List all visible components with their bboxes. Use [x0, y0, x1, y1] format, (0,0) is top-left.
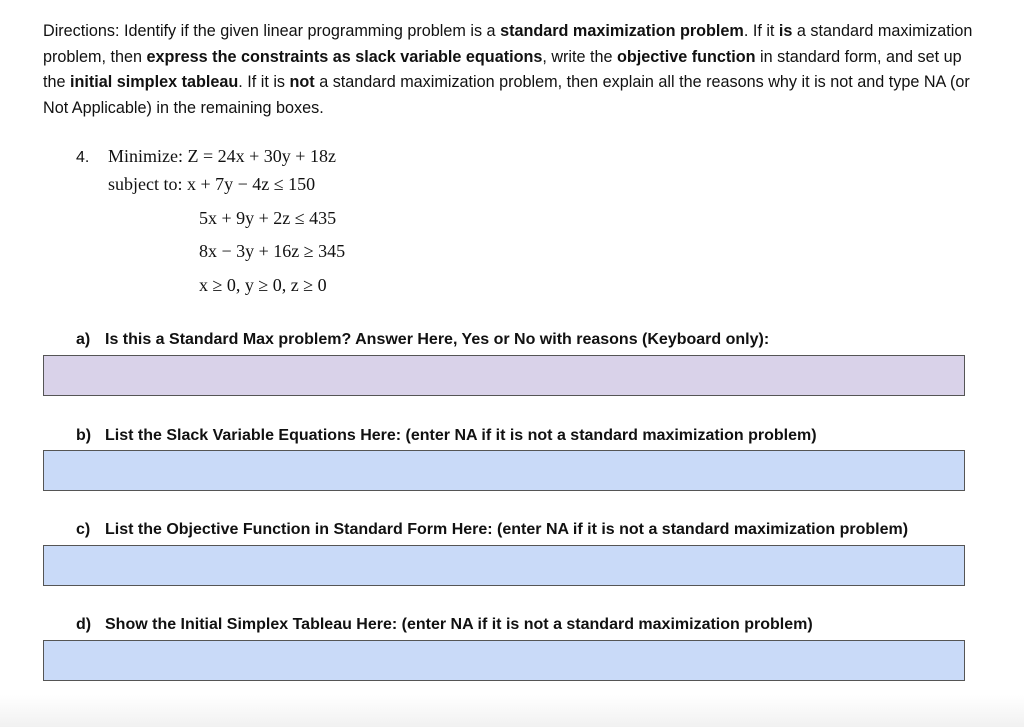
directions-paragraph	[43, 19, 983, 121]
question-text: Is this a Standard Max problem? Answer Here, Yes or No with reasons (Keyboard only):	[105, 331, 770, 348]
constraint-1: x + 7y − 4z ≤ 150	[187, 174, 316, 194]
directions-emphasis: initial simplex tableau	[70, 73, 239, 91]
directions-text: in standard form, and set up the	[43, 47, 962, 91]
problem-number: 4.	[76, 149, 90, 166]
question-c-label	[76, 521, 908, 539]
page-bottom-fade	[0, 695, 1024, 727]
directions-emphasis: objective function	[617, 47, 756, 66]
directions-text: . If it	[743, 22, 779, 40]
answer-text	[44, 356, 964, 376]
question-d-label	[76, 616, 813, 634]
directions-text: Directions: Identify if the given linear programming problem is a	[43, 22, 501, 40]
question-text: List the Slack Variable Equations Here: (enter NA if it is not a standard maximization problem)	[105, 427, 817, 444]
directions-text: . If it is	[238, 73, 290, 91]
question-letter: c)	[76, 521, 91, 538]
directions-emphasis: standard maximization problem	[500, 22, 744, 40]
answer-box-b[interactable]	[43, 450, 965, 491]
question-text: List the Objective Function in Standard Form Here: (enter NA if it is not a standard maximization problem)	[105, 521, 909, 538]
answer-text	[44, 546, 964, 566]
nonnegativity-constraint: x ≥ 0, y ≥ 0, z ≥ 0	[199, 275, 327, 295]
question-text: Show the Initial Simplex Tableau Here: (enter NA if it is not a standard maximization problem)	[105, 616, 813, 633]
directions-text: , write the	[542, 47, 618, 66]
answer-box-c[interactable]	[43, 545, 965, 586]
question-letter: b)	[76, 427, 92, 444]
directions-emphasis: not	[289, 73, 315, 91]
question-b-label	[76, 427, 817, 445]
question-letter: a)	[76, 331, 91, 348]
question-letter: d)	[76, 616, 92, 633]
directions-emphasis: express the constraints as slack variable equations	[146, 47, 543, 66]
answer-box-d[interactable]	[43, 640, 965, 681]
constraint-2: 5x + 9y + 2z ≤ 435	[199, 208, 337, 228]
question-a-label	[76, 331, 769, 349]
directions-emphasis: is	[778, 22, 793, 40]
directions-text: a standard maximization problem, then	[43, 22, 973, 66]
answer-text	[44, 451, 964, 471]
objective-function: Minimize: Z = 24x + 30y + 18z	[108, 146, 336, 166]
subject-to-label: subject to:	[108, 174, 183, 194]
constraint-3: 8x − 3y + 16z ≥ 345	[199, 241, 346, 261]
directions-text: a standard maximization problem, then explain all the reasons why it is not and type NA (or Not Applicable) in the remaining boxes.	[43, 73, 970, 117]
answer-box-a[interactable]	[43, 355, 965, 396]
answer-text	[44, 641, 964, 661]
constraint-line	[108, 174, 315, 195]
